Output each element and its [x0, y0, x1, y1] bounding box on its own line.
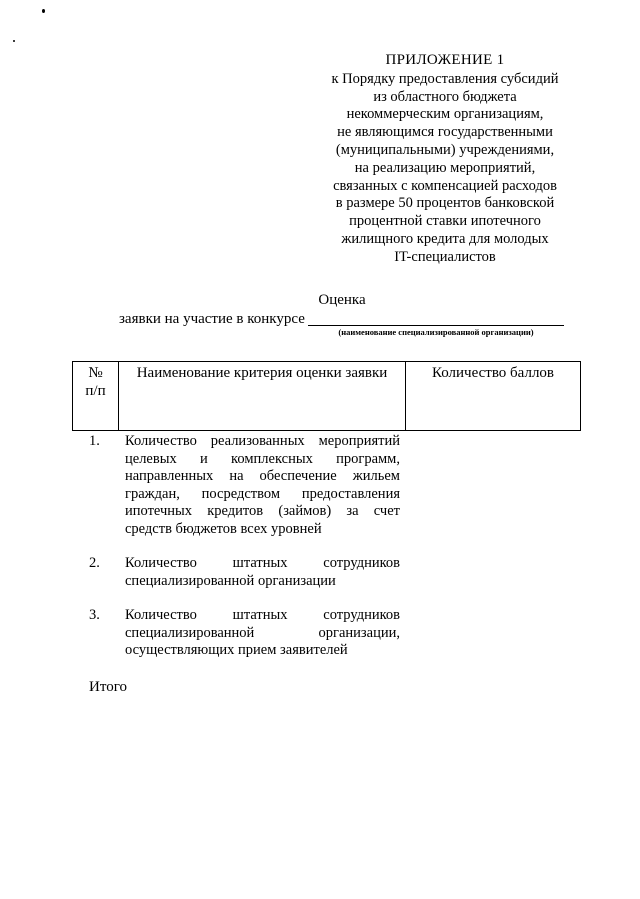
number-header-cell — [73, 362, 119, 431]
scan-speck — [42, 9, 45, 13]
points-header-cell: Количество баллов — [406, 362, 581, 431]
appendix-line: к Порядку предоставления субсидий — [331, 70, 559, 87]
criterion-number: 1. — [89, 433, 100, 449]
evaluation-title: Оценка — [318, 292, 366, 308]
criterion-text: Количество штатных сотрудников специализированной организации, осуществляющих прием заявителей — [125, 607, 400, 659]
appendix-line: (муниципальными) учреждениями, — [335, 141, 555, 158]
criterion-number: 3. — [89, 607, 100, 623]
appendix-line: жилищного кредита для молодых — [341, 230, 549, 247]
total-label: Итого — [89, 679, 127, 695]
appendix-block — [300, 52, 590, 267]
appendix-line: процентной ставки ипотечного — [349, 213, 541, 230]
organization-caption: (наименование специализированной организации) — [338, 327, 534, 337]
appendix-line: не являющимся государственными — [337, 124, 553, 141]
appendix-line: в размере 50 процентов банковской — [335, 195, 555, 212]
appendix-line: некоммерческим организациям, — [346, 106, 544, 123]
criterion-header-cell: Наименование критерия оценки заявки — [119, 362, 406, 431]
appendix-line: на реализацию мероприятий, — [354, 159, 536, 176]
appendix-line: IT-специалистов — [394, 248, 496, 265]
number-header-line1: № — [88, 365, 103, 381]
appendix-line: из областного бюджета — [373, 88, 517, 105]
criterion-number: 2. — [89, 555, 100, 571]
criteria-table-header — [72, 361, 581, 431]
scan-speck — [13, 40, 15, 42]
organization-fill-line — [308, 325, 564, 326]
criterion-text: Количество штатных сотрудников специализированной организации — [125, 555, 400, 589]
appendix-heading: ПРИЛОЖЕНИЕ 1 — [385, 52, 505, 68]
number-header-line2: п/п — [85, 383, 106, 399]
evaluation-line: заявки на участие в конкурсе — [119, 311, 305, 327]
criterion-text: Количество реализованных мероприятий целевых и комплексных программ, направленных на обеспечение жильем граждан, посредством предоставления ипотечных кредитов (займов) за счет средств бюджетов всех уровней — [125, 433, 400, 537]
appendix-line: связанных с компенсацией расходов — [333, 177, 557, 194]
